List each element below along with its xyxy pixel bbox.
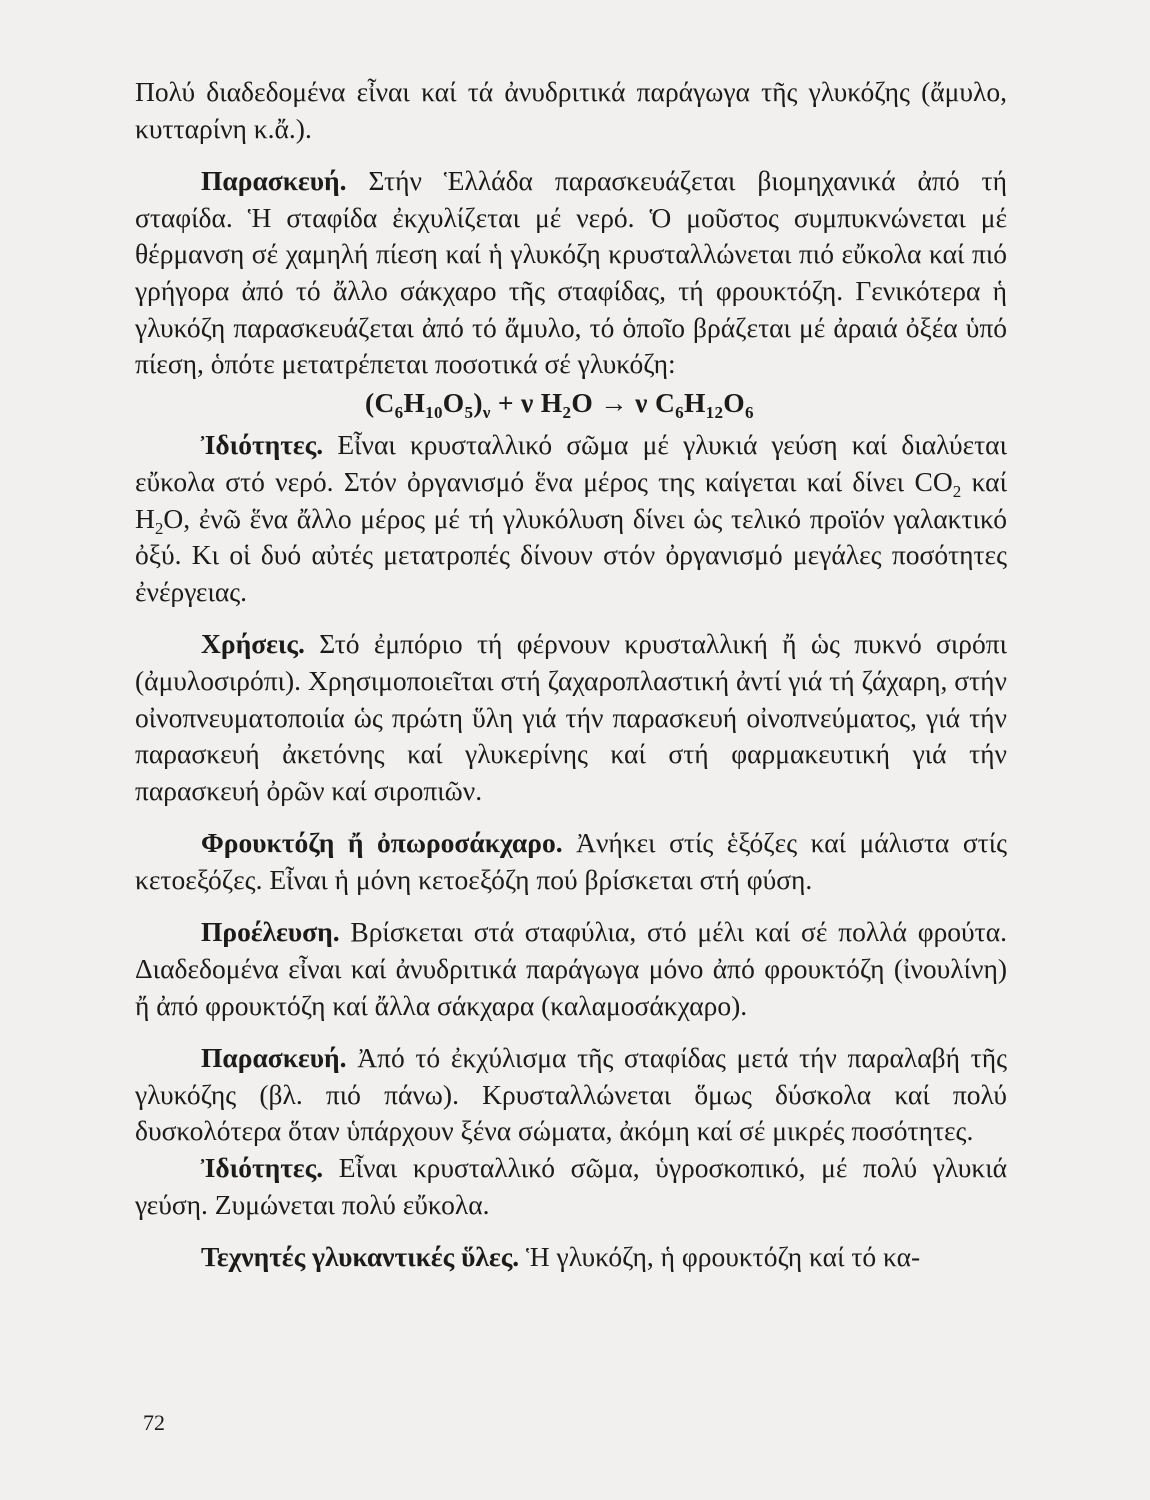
heading-fructose: Φρουκτόζη ἤ ὀπωροσάκχαρο. — [201, 827, 563, 859]
heading-origin: Προέλευση. — [201, 916, 340, 948]
paragraph-fructose-properties: Ἰδιότητες. Εἶναι κρυσταλλικό σῶμα, ὑγροσκοπικό, μέ πολύ γλυκιά γεύση. Ζυμώνεται πολύ εὔκολα. — [135, 1152, 1007, 1220]
paragraph-text: Στήν Ἑλλάδα παρασκευάζεται βιομηχανικά ἀπό τή σταφίδα. Ἡ σταφίδα ἐκχυλίζεται μέ νερό. Ὁ μοῦστος συμπυκνώνεται μέ θέρμανση σέ χαμηλή πίεση καί ἡ γλυκόζη κρυσταλλώνεται πιό εὔκολα καί πιό γρήγορα ἀπό τό ἄλλο σάκχαρο τῆς σταφίδας, τή φρουκτόζη. Γενικότερα ἡ γλυκόζη παρασκευάζεται ἀπό τό ἄμυλο, τό ὁποῖο βράζεται μέ ἀραιά ὀξέα ὑπό πίεση, ὁπότε μετατρέπεται ποσοτικά σέ γλυκόζη: — [135, 165, 1007, 380]
paragraph-fructose-origin: Προέλευση. Βρίσκεται στά σταφύλια, στό μέλι καί σέ πολλά φρούτα. Διαδεδομένα εἶναι καί ἀνυδριτικά παράγωγα μόνο ἀπό φρουκτόζη (ἰνουλίνη) ἤ ἀπό φρουκτόζη καί ἄλλα σάκχαρα (καλαμοσάκχαρο). — [135, 916, 1007, 1021]
paragraph-derivatives: Πολύ διαδεδομένα εἶναι καί τά ἀνυδριτικά παράγωγα τῆς γλυκόζης (ἄμυλο, κυτταρίνη κ.ἄ.). — [135, 76, 1007, 144]
heading-properties-2: Ἰδιότητες. — [201, 1152, 324, 1184]
heading-uses: Χρήσεις. — [201, 628, 305, 660]
heading-preparation: Παρασκευή. — [201, 165, 347, 197]
paragraph-fructose: Φρουκτόζη ἤ ὀπωροσάκχαρο. Ἀνήκει στίς ἑξόζες καί μάλιστα στίς κετοεξόζες. Εἶναι ἡ μόνη κετοεξόζη πού βρίσκεται στή φύση. — [135, 827, 1008, 895]
paragraph-glucose-properties: Ἰδιότητες. Εἶναι κρυσταλλικό σῶμα μέ γλυκιά γεύση καί διαλύεται εὔκολα στό νερό. Στόν ὀργανισμό ἕνα μέρος της καίγεται καί δίνει $CO_2$ καί $H_2O$, ἐνῶ ἕνα ἄλλο μέρος μέ τή γλυκόλυση δίνει ὡς τελικό προϊόν γαλακτικό ὀξύ. Κι οἱ δυό αὐτές μετατροπές δίνουν στόν ὀργανισμό μεγάλες ποσότητες ἐνέργειας. — [135, 429, 1007, 607]
page-body — [135, 74, 1007, 1276]
chemical-equation: $(C_6H_{10}O_5)_\nu + \nu$ $H_2O \to \nu$ $C_6H_{12}O_6$ — [365, 386, 754, 422]
heading-properties: Ἰδιότητες. — [201, 429, 324, 461]
heading-artificial-sweeteners: Τεχνητές γλυκαντικές ὕλες. — [201, 1241, 520, 1273]
paragraph-glucose-uses: Χρήσεις. Στό ἐμπόριο τή φέρνουν κρυσταλλική ἤ ὡς πυκνό σιρόπι (ἀμυλοσιρόπι). Χρησιμοποιεῖται στή ζαχαροπλαστική ἀντί γιά τή ζάχαρη, στήν οἰνοπνευματοποιία ὡς πρώτη ὕλη γιά τήν παρασκευή οἰνοπνεύματος, γιά τήν παρασκευή ἀκετόνης καί γλυκερίνης καί στή φαρμακευτική γιά τήν παρασκευή ὀρῶν καί σιροπιῶν. — [135, 628, 1007, 806]
page-number: 72 — [143, 1410, 165, 1435]
paragraph-artificial-sweeteners: Τεχνητές γλυκαντικές ὕλες. Ἡ γλυκόζη, ἡ φρουκτόζη καί τό κα- — [201, 1241, 921, 1273]
paragraph-fructose-preparation: Παρασκευή. Ἀπό τό ἐκχύλισμα τῆς σταφίδας μετά τήν παραλαβή τῆς γλυκόζης (βλ. πιό πάνω). Κρυσταλλώνεται ὅμως δύσκολα καί πολύ δυσκολότερα ὅταν ὑπάρχουν ξένα σώματα, ἀκόμη καί σέ μικρές ποσότητες. — [135, 1042, 1007, 1147]
paragraph-glucose-preparation — [135, 163, 1007, 383]
heading-preparation-2: Παρασκευή. — [201, 1042, 347, 1074]
